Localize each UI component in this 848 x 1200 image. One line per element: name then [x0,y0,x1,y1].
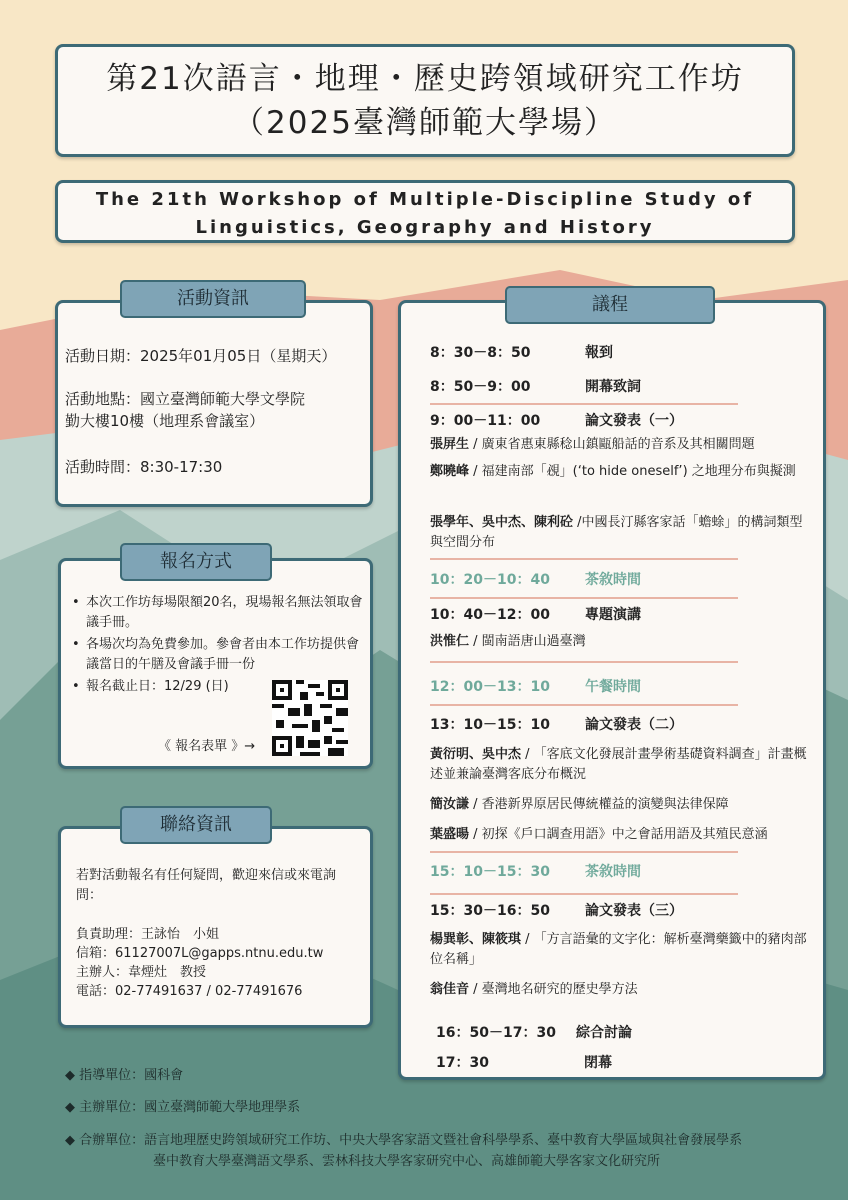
session-time: 15：10－15：30 [430,864,550,880]
session-time: 9：00－11：00 [430,413,541,429]
paper-author: 洪惟仁 [430,634,470,649]
paper-topic: / 香港新界原居民傳統權益的演變與法律保障 [469,797,729,812]
paper-topic: / 廣東省惠東縣稔山鎮甌船話的音系及其相關問題 [469,437,755,452]
agenda-tab: 議程 [505,286,715,324]
title-line2: （2025臺灣師範大學場） [233,105,617,141]
session-time: 15：30－16：50 [430,903,550,919]
session-time: 10：20－10：40 [430,572,550,588]
registration-item: • 本次工作坊每場限額20名，現場報名無法領取會議手冊。 [72,593,367,633]
paper-author: 翁佳音 [430,982,470,997]
session-title: 報到 [585,345,613,361]
session-title: 論文發表（三） [585,903,683,919]
contact-email[interactable]: 信箱：61127007L@gapps.ntnu.edu.tw [76,946,324,961]
session-title: 論文發表（二） [585,717,683,733]
session-time: 13：10－15：10 [430,717,550,733]
paper-topic: / 臺灣地名研究的歷史學方法 [469,982,638,997]
paper-topic: / 「客底文化發展計畫學術基礎資料調查」計畫概述並兼論臺灣客底分布概況 [430,747,807,782]
agenda-session [430,376,641,396]
paper-author: 鄭曉峰 [430,464,470,479]
contact-intro: 若對活動報名有任何疑問，歡迎來信或來電詢問： [76,868,337,903]
footer-guide: ◆ 指導單位：國科會 [65,1068,184,1083]
paper-item [430,632,810,652]
paper-author: 楊巽彰、陳筱琪 [430,932,522,947]
paper-author: 張學年、吳中杰、陳利砼 [430,515,574,530]
session-title: 論文發表（一） [585,413,683,429]
session-time: 8：30－8：50 [430,345,531,361]
session-title: 開幕致詞 [585,379,641,395]
session-time: 12：00－13：10 [430,679,550,695]
paper-item [430,462,810,482]
divider [430,403,738,405]
session-time: 16：50－17：30 [436,1025,556,1041]
paper-author: 葉盛暘 [430,827,470,842]
divider [430,661,738,663]
session-title: 茶敘時間 [585,572,641,588]
registration-form-link[interactable]: 《 報名表單 》→ [158,739,256,754]
registration-tab: 報名方式 [120,543,272,581]
title-line1: 第21次語言・地理・歷史跨領域研究工作坊 [106,61,744,97]
info-date: 活動日期：2025年01月05日（星期天） [65,347,337,365]
english-title-line2: Linguistics, Geography and History [195,217,655,238]
contact-assistant: 負責助理：王詠怡 小姐 [76,927,220,942]
agenda-session [430,714,683,734]
footer-co-organizers-1: ◆ 合辦單位：語言地理歷史跨領域研究工作坊、中央大學客家語文暨社會科學學系、臺中教育大學區域與社會發展學系 [65,1133,743,1148]
paper-item [430,930,810,970]
agenda-session [430,676,641,696]
paper-item [430,745,810,785]
paper-topic: / 初探《戶口調查用語》中之會話用語及其殖民意涵 [469,827,768,842]
session-title: 午餐時間 [585,679,641,695]
paper-topic: / 「方言語彙的文字化：解析臺灣藥籤中的豬肉部位名稱」 [430,932,807,967]
info-venue-2: 勤大樓10樓（地理系會議室） [65,412,265,430]
footer-host: ◆ 主辦單位：國立臺灣師範大學地理學系 [65,1100,301,1115]
paper-item [430,825,810,845]
paper-item [430,513,810,553]
session-title: 綜合討論 [576,1025,632,1041]
registration-item: • 各場次均為免費參加。參會者由本工作坊提供會議當日的午膳及會議手冊一份 [72,635,367,675]
paper-author: 簡汝謙 [430,797,470,812]
qr-code-icon[interactable] [272,680,348,756]
contact-organizer: 主辦人：韋煙灶 教授 [76,965,207,980]
paper-topic: / 福建南部「覕」(‘to hide oneself’) 之地理分布與擬測 [469,464,796,479]
title-box [55,44,795,157]
contact-phone: 電話：02-77491637 / 02-77491676 [76,984,303,999]
agenda-session [430,604,641,624]
paper-topic: / 閩南語唐山過臺灣 [469,634,586,649]
info-venue-1: 活動地點：國立臺灣師範大學文學院 [65,390,306,408]
info-time: 活動時間：8:30-17:30 [65,458,223,476]
session-time: 8：50－9：00 [430,379,531,395]
paper-author: 黃衍明、吳中杰 [430,747,522,762]
agenda-session [430,410,683,430]
session-time: 10：40－12：00 [430,607,550,623]
paper-topic: /中國長汀縣客家話「蟾蜍」的構詞類型與空間分布 [430,515,803,550]
divider [430,851,738,853]
agenda-session [430,900,683,920]
english-title-line1: The 21th Workshop of Multiple-Discipline Study of [95,189,755,210]
agenda-session [430,342,613,362]
paper-item [430,435,810,455]
divider [430,558,738,560]
session-time: 17：30 [436,1055,489,1071]
paper-item [430,980,810,1000]
session-title: 專題演講 [585,607,641,623]
english-title-box [55,180,795,243]
session-title: 閉幕 [584,1055,612,1071]
info-tab: 活動資訊 [120,280,306,318]
divider [430,893,738,895]
agenda-session [436,1052,612,1072]
agenda-session [430,861,641,881]
paper-author: 張屏生 [430,437,470,452]
session-title: 茶敘時間 [585,864,641,880]
contact-tab: 聯絡資訊 [120,806,272,844]
agenda-session [436,1022,632,1042]
divider [430,597,738,599]
registration-item: • 報名截止日：12/29 (日) [72,677,367,697]
divider [430,704,738,706]
footer-co-organizers-2: 臺中教育大學臺灣語文學系、雲林科技大學客家研究中心、高雄師範大學客家文化研究所 [153,1154,661,1169]
agenda-session [430,569,641,589]
paper-item [430,795,810,815]
